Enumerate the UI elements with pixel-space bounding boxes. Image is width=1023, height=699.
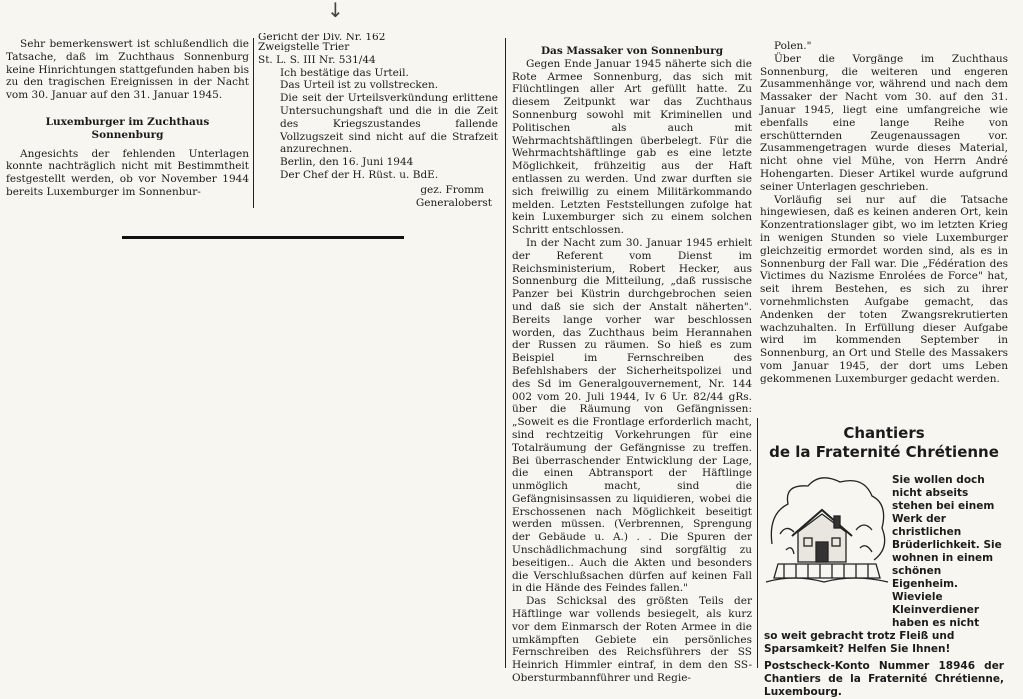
paragraph: Ich bestätige das Urteil. bbox=[280, 66, 409, 79]
paragraph: Die seit der Urteilsverkündung erlittene Untersuchungshaft und die in die Zeit des Kriegszustandes fallende Vollzugszeit sind nicht auf die Strafzeit anzurechnen. bbox=[280, 92, 498, 156]
column-divider bbox=[253, 38, 254, 208]
signature-name: gez. Fromm bbox=[420, 183, 484, 196]
ad-body bbox=[764, 474, 1004, 699]
ad-text: so weit gebracht trotz Fleiß und Sparsamkeit? Helfen Sie Ihnen! bbox=[764, 630, 955, 655]
court-line: Zweigstelle Trier bbox=[258, 41, 350, 53]
paragraph: Über die Vorgänge im Zuchthaus Sonnenburg, die weiteren und engeren Zusammenhänge vor, während und nach dem Massaker der Nacht vom 30. auf den 31. Januar 1945, liegt eine umfangreiche wie ebenfalls eine lange Reihe von erschütternden Zeugenaussagen vor. Zusammengetragen wurde dieses Material, nicht ohne viel Mühe, von Herrn André Hohengarten. Dieser Artikel wurde aufgrund seiner Unterlagen geschrieben. bbox=[760, 52, 1008, 193]
section-heading: Luxemburger im Zuchthaus bbox=[45, 115, 210, 128]
paragraph: Sehr bemerkenswert ist schlußendlich die Tatsache, daß im Zuchthaus Sonnenburg keine Hinrichtungen stattgefunden haben bis zu den tragischen Ereignissen in der Nacht vom 30. Januar auf den 31. Januar 1945. bbox=[6, 38, 249, 102]
ad-account: Postscheck-Konto Nummer 18946 der Chantiers de la Fraternité Chrétienne, Luxembourg. bbox=[764, 660, 1004, 698]
court-line: Gericht der Div. Nr. 162 bbox=[258, 33, 386, 41]
date-line: Berlin, den 16. Juni 1944 bbox=[280, 156, 414, 169]
paragraph: Vorläufig sei nur auf die Tatsache hingewiesen, daß es keinen anderen Ort, kein Konzentrationslager gibt, wo im letzten Krieg in wenigen Stunden so viele Luxemburger gleichzeitig ermordet worden sind, als es in Sonnenburg der Fall war. Die „Fédération des Victimes du Nazisme Enrolées de Force" hat, seit ihrem Bestehen, es sich zu ihrer vornehmlichsten Aufgabe gemacht, das Andenken der toten Zwangsrekrutierten wachzuhalten. In Erfüllung dieser Aufgabe wird im kommenden September in Sonnenburg, an Ort und Stelle des Massakers vom Januar 1945, der dort ums Leben gekommenen Luxemburger gedacht werden. bbox=[760, 193, 1008, 385]
column-2 bbox=[258, 33, 498, 209]
paragraph: Angesichts der fehlenden Unterlagen konnte nachträglich nicht mit Bestimmtheit festgestellt werden, ob vor November 1944 bereits Luxemburger im Sonnenbur- bbox=[6, 147, 249, 198]
section-heading: Das Massaker von Sonnenburg bbox=[540, 45, 724, 57]
paragraph: Polen." bbox=[774, 40, 812, 52]
chief-line: Der Chef der H. Rüst. u. BdE. bbox=[280, 168, 439, 181]
section-heading: Sonnenburg bbox=[91, 128, 164, 141]
column-3 bbox=[512, 45, 752, 685]
paragraph: Gegen Ende Januar 1945 näherte sich die Rote Armee Sonnenburg, das sich mit Flüchtlingen aller Art gefüllt hatte. Zu diesem Zeitpunkt war das Zuchthaus Sonnenburg sowohl mit Kriminellen und Politischen als auch mit Wehrmachtshäftlingen überbelegt. Für die Wehrmachtshäftlinge gab es eine letzte Möglichkeit, frühzeitig aus der Haft entlassen zu werden. Und zwar durften sie sich freiwillig zu einem Militärkommando melden. Letzten Feststellungen zufolge hat kein Luxemburger sich zu einem solchen Schritt entschlossen. bbox=[512, 57, 752, 237]
advertisement-box bbox=[757, 418, 1010, 698]
column-divider bbox=[505, 38, 506, 668]
paragraph: In der Nacht zum 30. Januar 1945 erhielt der Referent vom Dienst im Reichsministerium, Robert Hecker, aus Sonnenburg die Mitteilung, „daß russische Panzer bei Küstrin durchgebrochen seien und daß sie sich der Anstalt näherten". Bereits lange vorher war beschlossen worden, das Zuchthaus beim Herannahen der Russen zu räumen. So hieß es zum Beispiel im Fernschreiben des Befehlshabers der Sicherheitspolizei und des Sd im Generalgouvernement, Nr. 144 002 vom 20. Juli 1944, Iv 6 Ur. 82/44 gRs. über die Räumung von Gefängnissen: „Soweit es die Frontlage erforderlich macht, sind rechtzeitig Vorkehrungen für eine Totalräumung der Gefängnisse zu treffen. Bei überraschender Entwicklung der Lage, die einen Abtransport der Häftlinge unmöglich macht, sind die Gefängnisinsassen zu liquidieren, wobei die Erschossenen nach Möglichkeit beseitigt werden müssen. (Verbrennen, Sprengung der Gebäude u. A.) . . Die Spuren der Unschädlichmachung sind sorgfältig zu beseitigen.. Auch die Akten und besonders die Verschlußsachen dürfen auf keinen Fall in die Hände des Feindes fallen." bbox=[512, 236, 752, 595]
ad-title: Chantiers bbox=[843, 424, 925, 442]
paragraph: Das Schicksal des größten Teils der Häftlinge war vollends besiegelt, als kurz vor dem Einmarsch der Roten Armee in die umkämpften Gebiete ein persönliches Fernschreiben des Reichsführers der SS Heinrich Himmler eintraf, in dem den SS-Obersturmbannführer und Regie- bbox=[512, 595, 752, 685]
paragraph: Das Urteil ist zu vollstrecken. bbox=[280, 79, 439, 92]
column-1 bbox=[6, 38, 249, 199]
court-line: St. L. S. III Nr. 531/44 bbox=[258, 53, 376, 66]
section-rule bbox=[122, 236, 404, 239]
signature-title: Generaloberst bbox=[415, 196, 492, 209]
ad-text: Sie wollen doch nicht abseits stehen bei einem Werk der christlichen Brüderlichkeit. Sie wohnen in einem schönen Eigenheim. Wieviele Kleinverdiener haben es nicht bbox=[892, 474, 1002, 629]
handwritten-arrow-mark: ↓ bbox=[327, 0, 344, 22]
ad-subtitle: de la Fraternité Chrétienne bbox=[769, 443, 999, 461]
column-4 bbox=[760, 40, 1008, 386]
